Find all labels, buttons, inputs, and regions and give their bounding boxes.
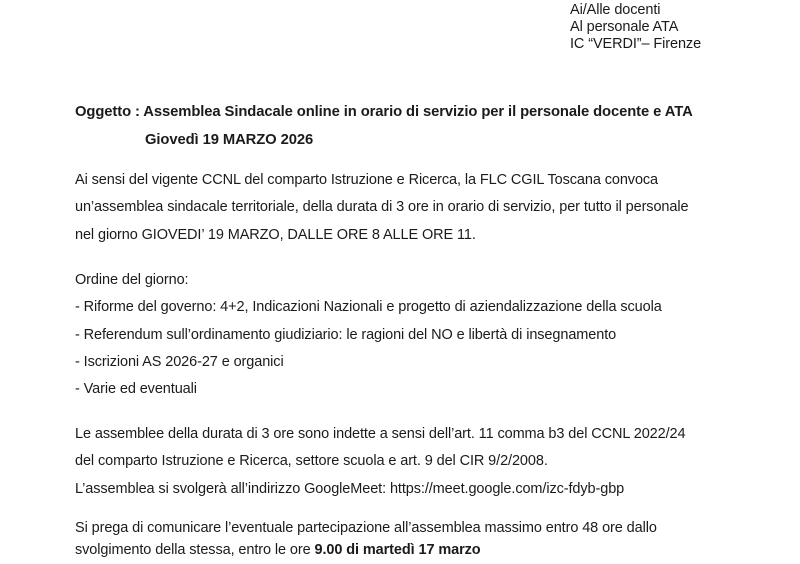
recipient-line: IC “VERDI”– Firenze — [570, 36, 702, 52]
reference-line: L’assemblea si svolgerà all’indirizzo GoogleMeet: https://meet.google.com/izc-fdyb-gbp — [75, 480, 625, 497]
notice-deadline-text: 9.00 di martedì 17 marzo — [314, 542, 481, 558]
reference-line: del comparto Istruzione e Ricerca, settore scuola e art. 9 del CIR 9/2/2008. — [75, 453, 548, 470]
recipient-line: Al personale ATA — [570, 19, 679, 35]
notice-line-2-text: svolgimento della stessa, entro le ore — [75, 542, 315, 558]
subject-line-1: Oggetto : Assemblea Sindacale online in orario di servizio per il personale docente e ATA — [75, 104, 693, 120]
notice-line-2 — [75, 537, 481, 564]
agenda-item: - Referendum sull’ordinamento giudiziario: le ragioni del NO e libertà di insegnamento — [75, 326, 617, 343]
recipient-line: Ai/Alle docenti — [570, 2, 661, 18]
reference-line: Le assemblee della durata di 3 ore sono indette a sensi dell’art. 11 comma b3 del CCNL 2022/24 — [75, 426, 686, 442]
reference-paragraph — [75, 421, 685, 503]
convocation-line: un’assemblea sindacale territoriale, della durata di 3 ore in orario di servizio, per tutto il personale — [75, 199, 689, 216]
convocation-line: Ai sensi del vigente CCNL del comparto Istruzione e Ricerca, la FLC CGIL Toscana convoca — [75, 172, 659, 188]
convocation-line: nel giorno GIOVEDI’ 19 MARZO, DALLE ORE 8 ALLE ORE 11. — [75, 226, 476, 243]
agenda-title: Ordine del giorno: — [75, 272, 189, 288]
agenda-item: - Iscrizioni AS 2026-27 e organici — [75, 353, 284, 370]
agenda-item: - Varie ed eventuali — [75, 381, 197, 398]
notice-line-1: Si prega di comunicare l’eventuale partecipazione all’assemblea massimo entro 48 ore dallo — [75, 520, 657, 536]
agenda-block — [75, 267, 662, 403]
agenda-items — [75, 294, 662, 403]
convocation-paragraph — [75, 167, 688, 249]
subject-line-2-date: Giovedì 19 MARZO 2026 — [145, 131, 314, 148]
recipient-address-block — [570, 2, 701, 53]
subject-block — [75, 99, 693, 154]
agenda-item: - Riforme del governo: 4+2, Indicazioni Nazionali e progetto di aziendalizzazione della scuola — [75, 299, 662, 316]
